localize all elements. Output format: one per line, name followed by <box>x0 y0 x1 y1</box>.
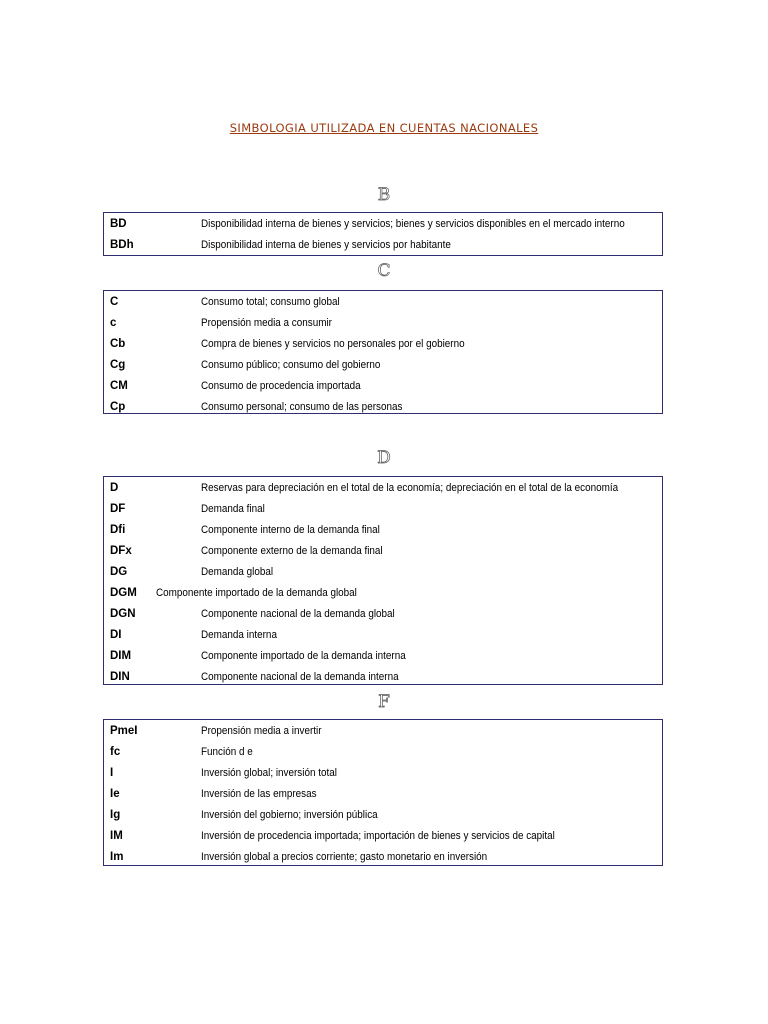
symbol-code: Ig <box>110 809 121 821</box>
symbol-code: DGN <box>110 608 136 620</box>
symbol-description: Consumo de procedencia importada <box>201 380 361 392</box>
table-row <box>104 764 662 785</box>
table-d <box>103 476 663 685</box>
section-letter-b: B <box>377 185 391 205</box>
table-row <box>104 542 662 563</box>
table-row <box>104 500 662 521</box>
table-row <box>104 563 662 584</box>
table-row <box>104 605 662 626</box>
symbol-code: C <box>110 296 119 308</box>
table-f <box>103 719 663 866</box>
symbol-description: Demanda global <box>201 566 274 578</box>
symbol-description: Componente nacional de la demanda interna <box>201 671 399 683</box>
symbol-description: Reservas para depreciación en el total de la economía; depreciación en el total de la economía <box>201 482 619 494</box>
section-letter-c: C <box>377 261 391 281</box>
table-row <box>104 647 662 668</box>
page-title: SIMBOLOGIA UTILIZADA EN CUENTAS NACIONALES <box>229 121 539 135</box>
table-row <box>104 584 662 605</box>
symbol-code: DF <box>110 503 126 515</box>
table-row <box>104 827 662 848</box>
symbol-code: Cb <box>110 338 126 350</box>
symbol-description: Demanda interna <box>201 629 277 641</box>
symbol-code: DFx <box>110 545 132 557</box>
table-row <box>104 626 662 647</box>
symbol-description: Consumo personal; consumo de las personas <box>201 401 403 413</box>
table-row <box>104 236 662 257</box>
symbol-code: CM <box>110 380 128 392</box>
table-row <box>104 743 662 764</box>
symbol-description: Demanda final <box>201 503 265 515</box>
symbol-code: DIM <box>110 650 132 662</box>
symbol-code: I <box>110 767 114 779</box>
table-row <box>104 335 662 356</box>
symbol-code: PmeI <box>110 725 138 737</box>
symbol-description: Propensión media a invertir <box>201 725 322 737</box>
table-row <box>104 479 662 500</box>
symbol-code: c <box>110 317 117 329</box>
symbol-code: Cg <box>110 359 126 371</box>
symbol-description: Componente externo de la demanda final <box>201 545 383 557</box>
symbol-code: DIN <box>110 671 130 683</box>
table-c <box>103 290 663 414</box>
symbol-description: Inversión global; inversión total <box>201 767 337 779</box>
table-row <box>104 356 662 377</box>
symbol-code: BDh <box>110 239 134 251</box>
symbol-description: Componente importado de la demanda interna <box>201 650 406 662</box>
table-row <box>104 785 662 806</box>
symbol-description: Función d e <box>201 746 253 758</box>
symbol-code: IM <box>110 830 123 842</box>
symbol-code: D <box>110 482 119 494</box>
section-letter-f: F <box>378 692 390 712</box>
symbol-code: DI <box>110 629 122 641</box>
symbol-description: Inversión de procedencia importada; importación de bienes y servicios de capital <box>201 830 555 842</box>
symbol-description: Disponibilidad interna de bienes y servicios; bienes y servicios disponibles en el mercado interno <box>201 218 625 230</box>
symbol-code: DGM <box>110 587 137 599</box>
symbol-code: Cp <box>110 401 126 413</box>
symbol-description: Inversión de las empresas <box>201 788 317 800</box>
symbol-description: Consumo público; consumo del gobierno <box>201 359 381 371</box>
symbol-code: DG <box>110 566 128 578</box>
section-letter-d: D <box>377 448 391 468</box>
symbol-description: Componente interno de la demanda final <box>201 524 380 536</box>
symbol-code: BD <box>110 218 127 230</box>
table-row <box>104 215 662 236</box>
table-row <box>104 848 662 869</box>
symbol-code: Ie <box>110 788 120 800</box>
table-row <box>104 293 662 314</box>
symbol-description: Consumo total; consumo global <box>201 296 340 308</box>
symbol-description: Propensión media a consumir <box>201 317 332 329</box>
table-b <box>103 212 663 256</box>
symbol-description: Inversión del gobierno; inversión pública <box>201 809 378 821</box>
table-row <box>104 521 662 542</box>
table-row <box>104 806 662 827</box>
symbol-description: Componente importado de la demanda global <box>156 587 357 599</box>
symbol-description: Disponibilidad interna de bienes y servicios por habitante <box>201 239 451 251</box>
symbol-description: Inversión global a precios corriente; gasto monetario en inversión <box>201 851 488 863</box>
table-row <box>104 398 662 419</box>
symbol-code: fc <box>110 746 121 758</box>
symbol-code: Im <box>110 851 124 863</box>
symbol-code: Dfi <box>110 524 126 536</box>
symbol-description: Compra de bienes y servicios no personales por el gobierno <box>201 338 465 350</box>
symbol-description: Componente nacional de la demanda global <box>201 608 395 620</box>
table-row <box>104 377 662 398</box>
table-row <box>104 668 662 689</box>
table-row <box>104 722 662 743</box>
table-row <box>104 314 662 335</box>
